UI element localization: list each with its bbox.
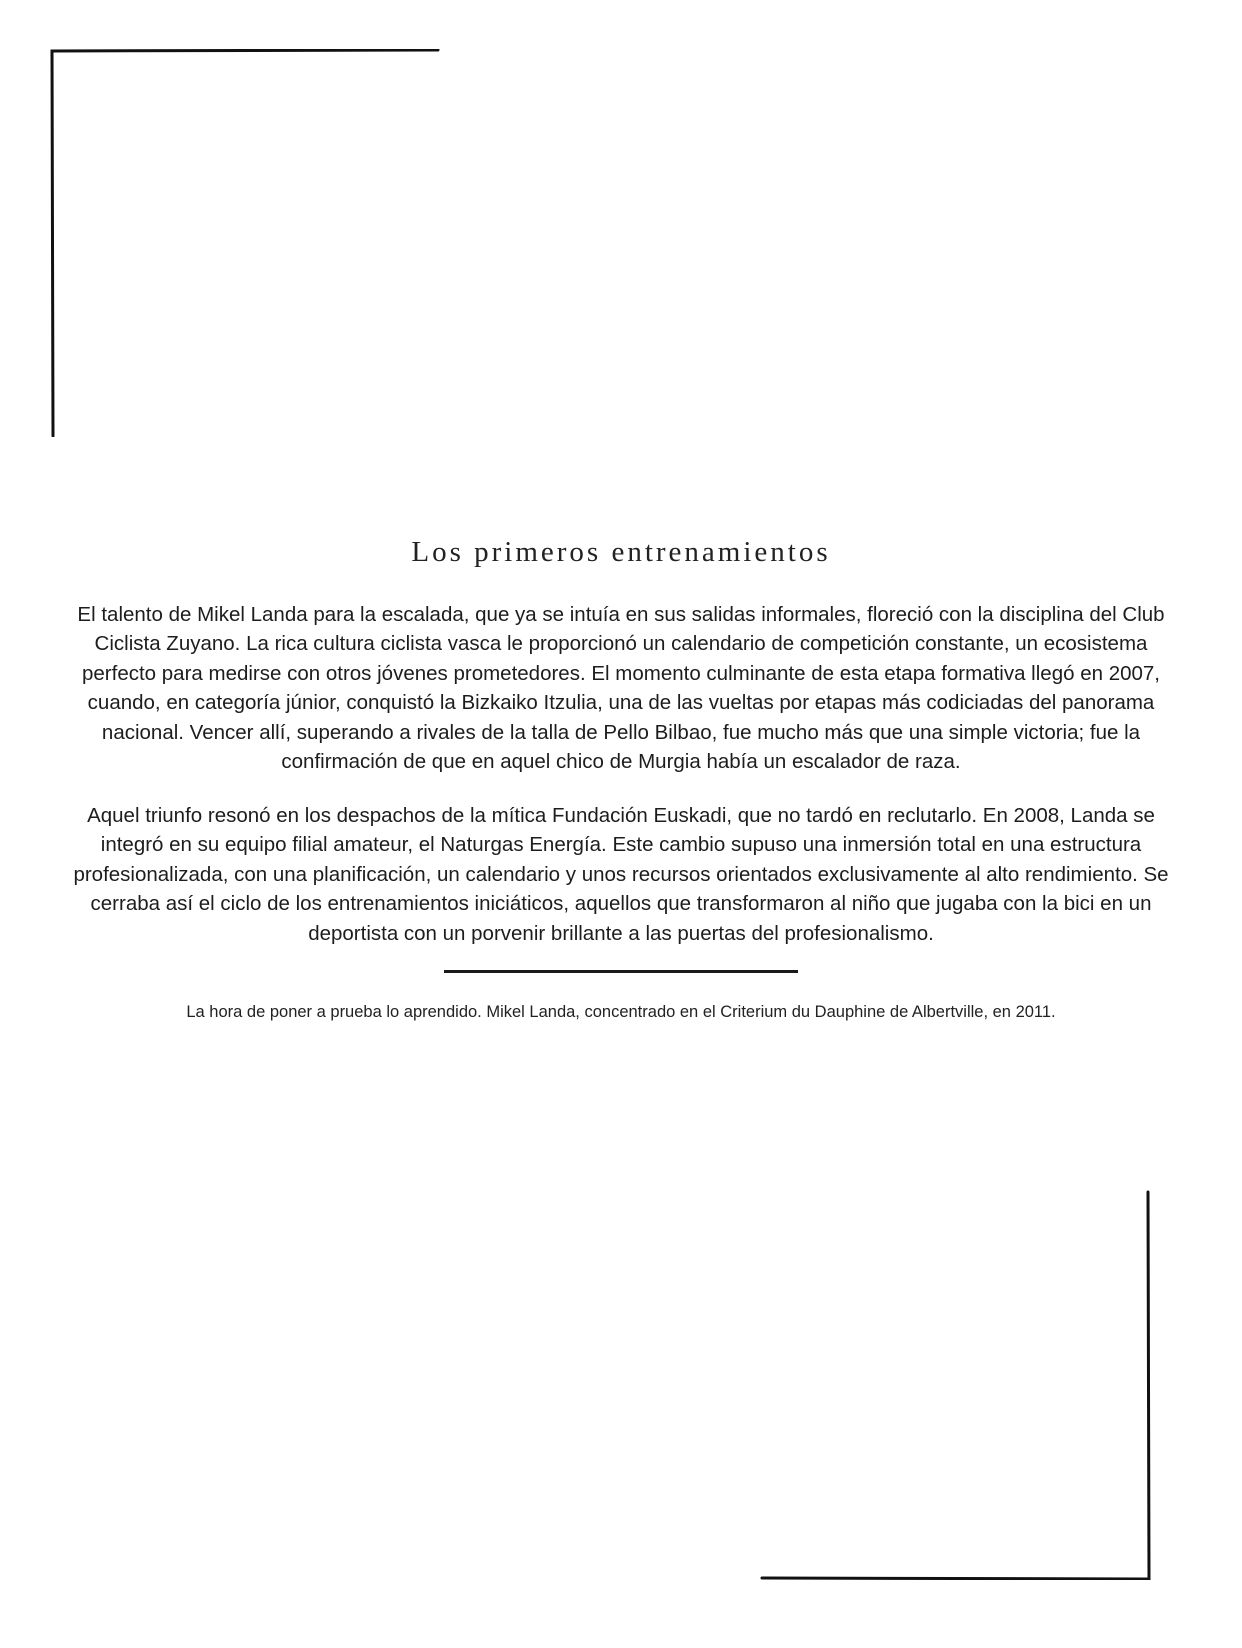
paragraph-2: Aquel triunfo resonó en los despachos de la mítica Fundación Euskadi, que no tardó en reclutarlo. En 2008, Landa se integró en su equipo filial amateur, el Naturgas Energía. Este cambio supuso una inmersión total en una estructura profesionalizada, con una planificación, un calendario y unos recursos orientados exclusivamente al alto rendimiento. Se cerraba así el ciclo de los entrenamientos iniciáticos, aquellos que transformaron al niño que jugaba con la bici en un deportista con un porvenir brillante a las puertas del profesionalismo. <box>73 803 1169 945</box>
paragraph-1: El talento de Mikel Landa para la escalada, que ya se intuía en sus salidas informales, floreció con la disciplina del Club Ciclista Zuyano. La rica cultura ciclista vasca le proporcionó un calendario de competición constante, un ecosistema perfecto para medirse con otros jóvenes prometedores. El momento culminante de esta etapa formativa llegó en 2007, cuando, en categoría júnior, conquistó la Bizkaiko Itzulia, una de las vueltas por etapas más codiciadas del panorama nacional. Vencer allí, superando a rivales de la talla de Pello Bilbao, fue mucho más que una simple victoria; fue la confirmación de que en aquel chico de Murgia había un escalador de raza. <box>77 602 1165 774</box>
article-section <box>70 535 1172 1023</box>
caption-divider <box>444 970 798 973</box>
section-title: Los primeros entrenamientos <box>411 536 831 568</box>
photo-caption: La hora de poner a prueba lo aprendido. Mikel Landa, concentrado en el Criterium du Dauphine de Albertville, en 2011. <box>186 1003 1056 1022</box>
corner-frame-top-left <box>50 49 440 437</box>
corner-frame-bottom-right <box>760 1190 1152 1580</box>
